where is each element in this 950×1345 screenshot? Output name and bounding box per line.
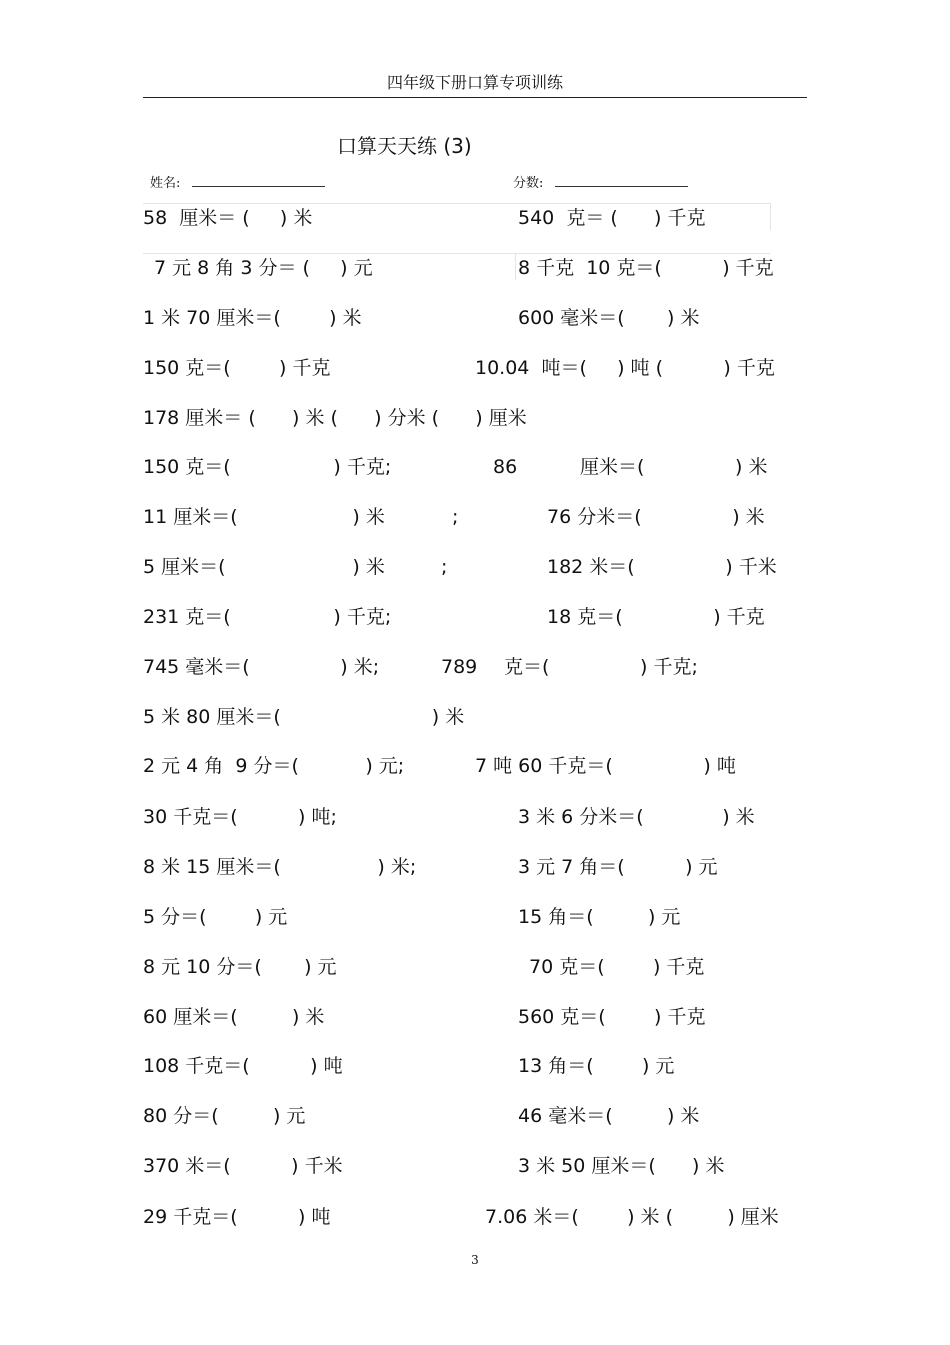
exercise-item: 231 克＝( ) 千克; [143, 606, 392, 628]
exercise-item: 8 元 10 分＝( ) 元 [143, 956, 337, 978]
exercise-item: 3 元 7 角＝( ) 元 [518, 856, 718, 878]
exercise-item: 178 厘米＝ ( ) 米 ( ) 分米 ( ) 厘米 [143, 407, 527, 429]
exercise-item: 86 [493, 456, 518, 478]
exercise-item: 76 分米＝( ) 米 [547, 506, 765, 528]
table-guide-line [770, 203, 771, 230]
exercise-item: 600 毫米＝( ) 米 [518, 307, 700, 329]
exercise-item: 克＝( ) 千克; [504, 656, 698, 678]
exercise-item: 70 克＝( ) 千克 [529, 956, 705, 978]
score-label: 分数: [513, 176, 544, 191]
exercise-item: 182 米＝( ) 千米 [547, 556, 777, 578]
exercise-item: 745 毫米＝( ) 米; [143, 656, 380, 678]
score-blank-line[interactable] [555, 174, 688, 187]
header-divider [143, 97, 807, 98]
exercise-item: ; [441, 556, 448, 578]
exercise-item: 7.06 米＝( ) 米 ( ) 厘米 [485, 1206, 779, 1228]
exercise-item: 8 千克 10 克＝( ) 千克 [518, 257, 774, 279]
table-guide-line [515, 253, 516, 280]
name-blank-line[interactable] [192, 174, 325, 187]
exercise-item: 2 元 4 角 9 分＝( ) 元; [143, 755, 405, 777]
exercise-item: 3 米 6 分米＝( ) 米 [518, 806, 755, 828]
score-field [513, 172, 688, 191]
exercise-item: 29 千克＝( ) 吨 [143, 1206, 331, 1228]
name-label: 姓名: [150, 176, 181, 191]
exercise-item: 7 元 8 角 3 分＝ ( ) 元 [154, 257, 373, 279]
header-title: 四年级下册口算专项训练 [386, 73, 563, 92]
table-guide-line [143, 253, 770, 254]
exercise-item: 13 角＝( ) 元 [518, 1055, 675, 1077]
exercise-item: 18 克＝( ) 千克 [547, 606, 765, 628]
exercise-item: 370 米＝( ) 千米 [143, 1155, 343, 1177]
exercise-item: 560 克＝( ) 千克 [518, 1006, 706, 1028]
worksheet-title: 口算天天练 (3) [337, 134, 472, 158]
exercise-item: 1 米 70 厘米＝( ) 米 [143, 307, 362, 329]
exercise-item: 150 克＝( ) 千克 [143, 357, 331, 379]
exercise-item: 厘米＝( ) 米 [580, 456, 768, 478]
name-field [150, 172, 325, 191]
exercise-item: 15 角＝( ) 元 [518, 906, 681, 928]
exercise-item: 10.04 吨＝( ) 吨 ( ) 千克 [475, 357, 775, 379]
exercise-item: 11 厘米＝( ) 米 [143, 506, 385, 528]
exercise-item: ; [452, 506, 459, 528]
exercise-item: 46 毫米＝( ) 米 [518, 1105, 700, 1127]
page-number: 3 [471, 1253, 479, 1267]
exercise-item: 8 米 15 厘米＝( ) 米; [143, 856, 417, 878]
table-guide-line [143, 203, 770, 204]
exercise-item: 789 [441, 656, 478, 678]
exercise-item: 5 厘米＝( ) 米 [143, 556, 385, 578]
exercise-item: 80 分＝( ) 元 [143, 1105, 306, 1127]
exercise-item: 5 米 80 厘米＝( ) 米 [143, 706, 465, 728]
exercise-item: 5 分＝( ) 元 [143, 906, 288, 928]
exercise-item: 7 吨 60 千克＝( ) 吨 [475, 755, 736, 777]
exercise-item: 3 米 50 厘米＝( ) 米 [518, 1155, 725, 1177]
exercise-item: 540 克＝ ( ) 千克 [518, 207, 706, 229]
exercise-item: 30 千克＝( ) 吨; [143, 806, 337, 828]
exercise-item: 60 厘米＝( ) 米 [143, 1006, 325, 1028]
exercise-item: 150 克＝( ) 千克; [143, 456, 392, 478]
exercise-item: 58 厘米＝ ( ) 米 [143, 207, 313, 229]
exercise-item: 108 千克＝( ) 吨 [143, 1055, 343, 1077]
